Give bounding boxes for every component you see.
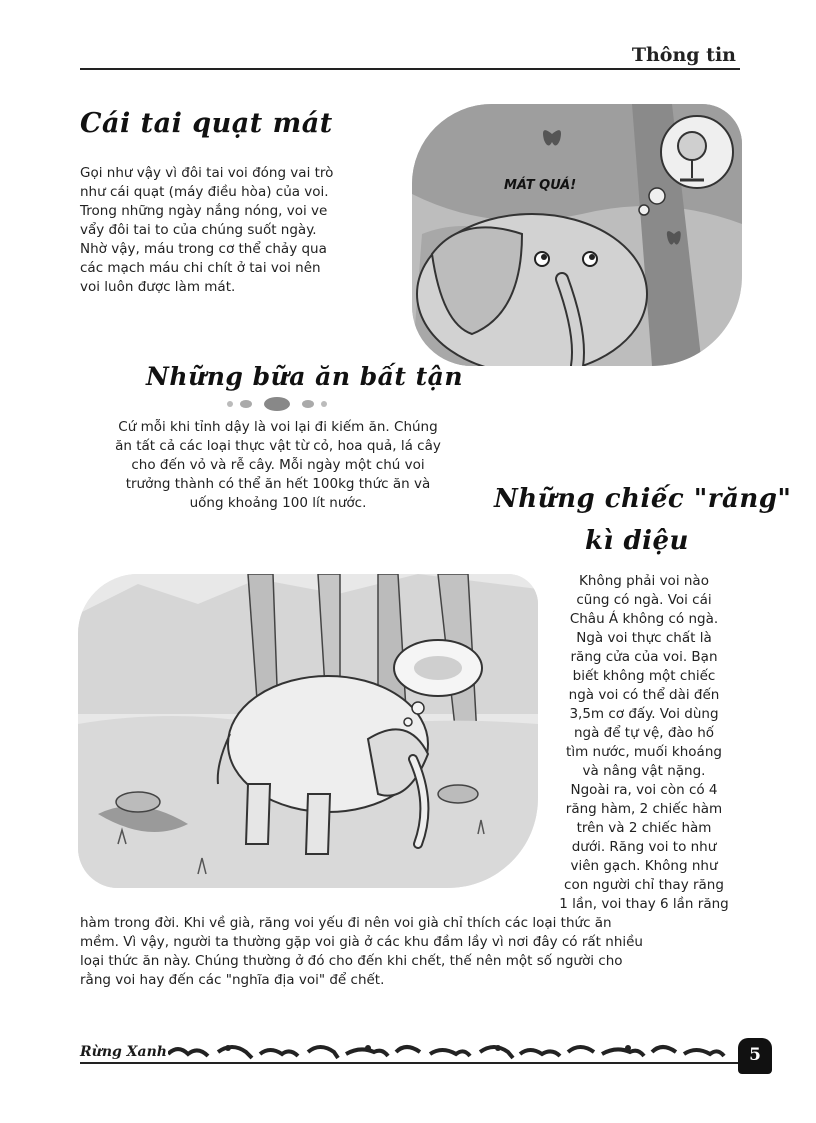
- article3-side-line: biết không một chiếc: [572, 668, 716, 684]
- article1-line: Trong những ngày nắng nóng, voi ve: [80, 203, 328, 219]
- article3-side-line: cũng có ngà. Voi cái: [576, 592, 712, 608]
- article2-line: ăn tất cả các loại thực vật từ cỏ, hoa quả, lá cây: [115, 438, 441, 454]
- article1-line: các mạch máu chi chít ở tai voi nên: [80, 260, 321, 276]
- article3-side-line: viên gạch. Không như: [570, 858, 718, 874]
- article2-title: Những bữa ăn bất tận: [146, 362, 464, 391]
- page-number: 5: [738, 1038, 772, 1074]
- article1-line: Gọi như vậy vì đôi tai voi đóng vai trò: [80, 165, 334, 181]
- article3-side-line: dưới. Răng voi to như: [571, 839, 717, 855]
- article3-full-line: loại thức ăn này. Chúng thường ở đó cho đến khi chết, thế nên một số người cho: [80, 953, 623, 969]
- magazine-brand: Rừng Xanh: [80, 1044, 167, 1060]
- article3-side-body: [548, 572, 740, 914]
- article3-side-line: Châu Á không có ngà.: [569, 611, 719, 627]
- footer-rule: [80, 1062, 740, 1064]
- article3-full-body: [80, 914, 742, 990]
- section-label: Thông tin: [631, 44, 736, 66]
- article3-side-line: ngà để tự vệ, đào hố: [573, 725, 715, 741]
- article2-line: Cứ mỗi khi tỉnh dậy là voi lại đi kiếm ăn. Chúng: [118, 419, 438, 435]
- article1-line: như cái quạt (máy điều hòa) của voi.: [80, 184, 329, 200]
- article3-full-line: mềm. Vì vậy, người ta thường gặp voi già ở các khu đầm lầy vì nơi đây có rất nhiều: [80, 934, 643, 950]
- article3-title-line1: Những chiếc "răng": [494, 484, 792, 514]
- article3-side-line: Ngà voi thực chất là: [576, 630, 712, 646]
- article2-line: trưởng thành có thể ăn hết 100kg thức ăn và: [125, 476, 431, 492]
- article3-side-line: răng cửa của voi. Bạn: [570, 649, 718, 665]
- article3-full-line: rằng voi hay đến các "nghĩa địa voi" để chết.: [80, 972, 385, 988]
- article3-side-line: con người chỉ thay răng: [564, 877, 724, 893]
- article3-side-line: răng hàm, 2 chiếc hàm: [565, 801, 723, 817]
- dot-divider-ornament: [222, 396, 332, 412]
- article1-title: Cái tai quạt mát: [80, 108, 333, 139]
- article3-side-line: Không phải voi nào: [579, 573, 709, 589]
- elephant-forest-illustration: [78, 574, 538, 888]
- article3-side-line: trên và 2 chiếc hàm: [576, 820, 712, 836]
- article3-side-line: tìm nước, muối khoáng: [566, 744, 722, 760]
- article2-line: uống khoảng 100 lít nước.: [189, 495, 367, 511]
- article2-body: [80, 418, 476, 513]
- article1-line: vẩy đôi tai to của chúng suốt ngày.: [80, 222, 317, 238]
- article2-line: cho đến vỏ và rễ cây. Mỗi ngày một chú voi: [131, 457, 425, 473]
- article3-side-line: 1 lần, voi thay 6 lần răng: [559, 896, 729, 912]
- illustration-caption: MÁT QUÁ!: [504, 178, 577, 193]
- article1-line: voi luôn được làm mát.: [80, 279, 236, 295]
- article3-title-line2: kì diệu: [585, 526, 689, 556]
- header-rule: [80, 68, 740, 70]
- elephant-fan-illustration: [412, 104, 742, 366]
- animal-silhouettes-ornament: [168, 1040, 733, 1062]
- article3-side-line: Ngoài ra, voi còn có 4: [570, 782, 718, 798]
- article3-side-line: và nâng vật nặng.: [582, 763, 706, 779]
- article3-full-line: hàm trong đời. Khi về già, răng voi yếu đi nên voi già chỉ thích các loại thức ăn: [80, 915, 612, 931]
- article3-side-line: ngà voi có thể dài đến: [568, 687, 720, 703]
- article1-line: Nhờ vậy, máu trong cơ thể chảy qua: [80, 241, 327, 257]
- article3-side-line: 3,5m cơ đấy. Voi dùng: [569, 706, 719, 722]
- article1-body: [80, 164, 333, 297]
